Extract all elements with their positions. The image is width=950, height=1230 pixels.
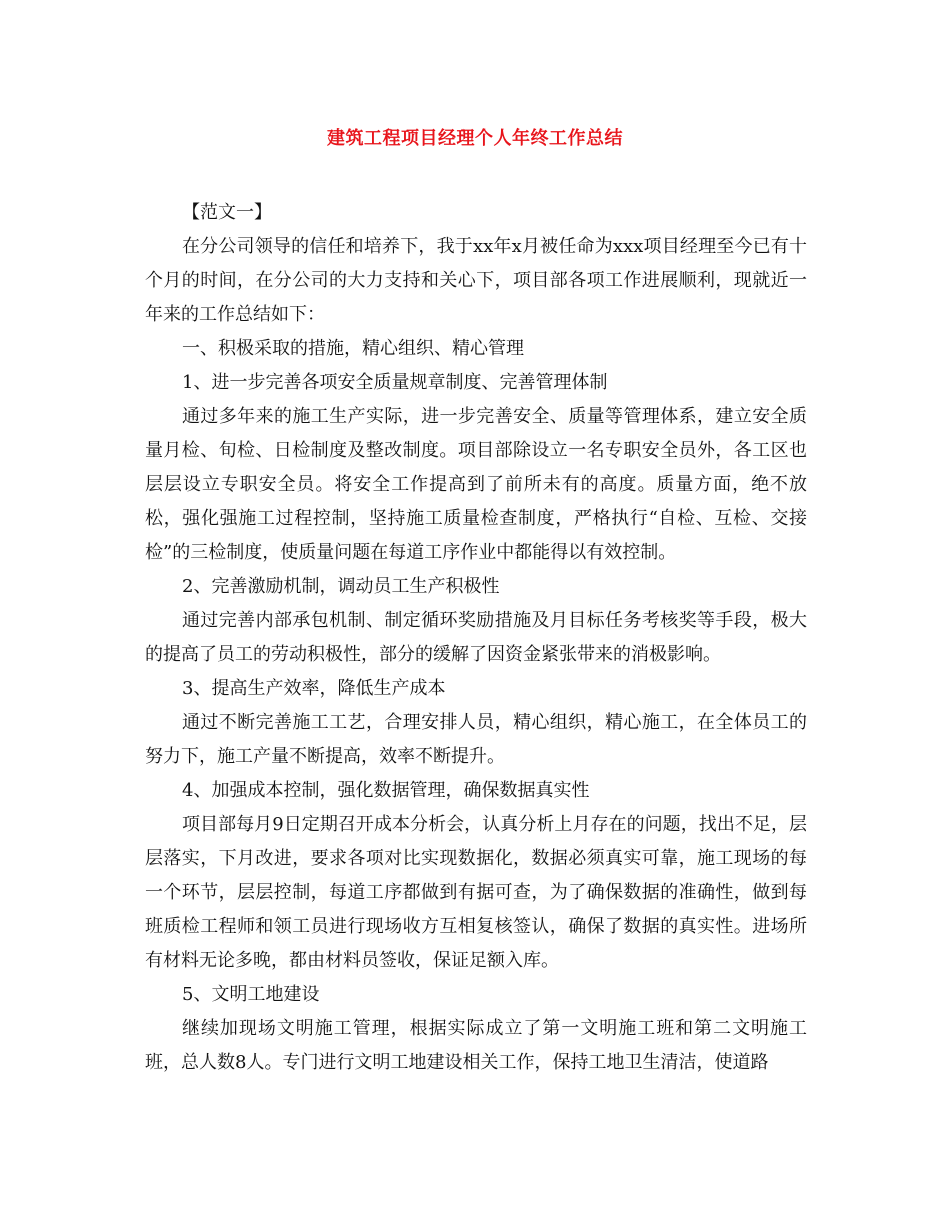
paragraph-cost-control: 项目部每月9日定期召开成本分析会，认真分析上月存在的问题，找出不足，层层落实，下月改进，要求各项对比实现数据化，数据必须真实可靠，施工现场的每一个环节，层层控制，每道工序都做到有据可查，为了确保数据的准确性，做到每班质检工程师和领工员进行现场收方互相复核签认，确保了数据的真实性。进场所有材料无论多晚，都由材料员签收，保证足额入库。 xyxy=(145,814,807,971)
subheading-1: 1、进一步完善各项安全质量规章制度、完善管理体制 xyxy=(182,372,608,393)
paragraph-efficiency: 通过不断完善施工工艺，合理安排人员，精心组织，精心施工，在全体员工的努力下，施工产量不断提高，效率不断提升。 xyxy=(145,712,807,767)
document-title: 建筑工程项目经理个人年终工作总结 xyxy=(327,128,623,149)
intro-paragraph: 在分公司领导的信任和培养下，我于xx年x月被任命为xxx项目经理至今已有十个月的时间，在分公司的大力支持和关心下，项目部各项工作进展顺利，现就近一年来的工作总结如下： xyxy=(145,236,807,325)
subheading-4: 4、加强成本控制，强化数据管理，确保数据真实性 xyxy=(182,780,590,801)
paragraph-civilized-site: 继续加现场文明施工管理，根据实际成立了第一文明施工班和第二文明施工班，总人数8人。专门进行文明工地建设相关工作，保持工地卫生清洁，使道路 xyxy=(145,1018,807,1073)
document-body xyxy=(145,196,807,1080)
subheading-5: 5、文明工地建设 xyxy=(182,984,320,1005)
subheading-2: 2、完善激励机制，调动员工生产积极性 xyxy=(182,576,500,597)
subheading-3: 3、提高生产效率，降低生产成本 xyxy=(182,678,446,699)
paragraph-safety-quality: 通过多年来的施工生产实际，进一步完善安全、质量等管理体系，建立安全质量月检、旬检、日检制度及整改制度。项目部除设立一名专职安全员外，各工区也层层设立专职安全员。将安全工作提高到了前所未有的高度。质量方面，绝不放松，强化强施工过程控制，坚持施工质量检查制度，严格执行“自检、互检、交接检”的三检制度，使质量问题在每道工序作业中都能得以有效控制。 xyxy=(145,406,807,563)
section-heading-1: 一、积极采取的措施，精心组织、精心管理 xyxy=(182,338,524,359)
sample-label: 【范文一】 xyxy=(182,202,272,223)
paragraph-incentives: 通过完善内部承包机制、制定循环奖励措施及月目标任务考核奖等手段，极大的提高了员工的劳动积极性，部分的缓解了因资金紧张带来的消极影响。 xyxy=(145,610,807,665)
